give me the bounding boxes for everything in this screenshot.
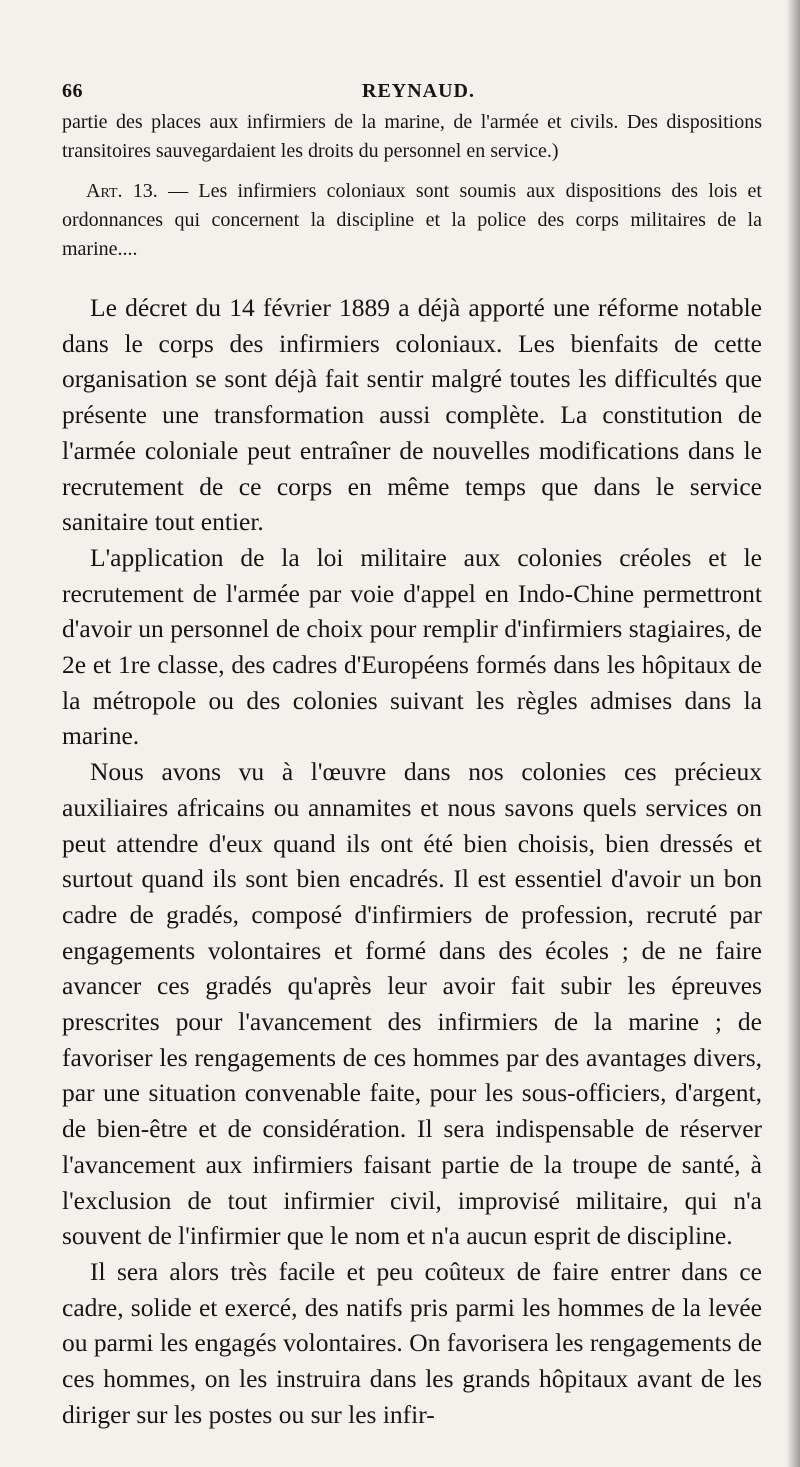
paragraph: L'application de la loi militaire aux colonies créoles et le recrutement de l'armée par voie d'appel en Indo-Chine permettront d'avoir un personnel de choix pour remplir d'infirmiers stagiaires, de 2e et 1re classe, des cadres d'Européens formés dans les hôpitaux de la métropole ou des colonies suivant les règles admises dans la marine.	[62, 542, 762, 751]
paragraph: Le décret du 14 février 1889 a déjà apporté une réforme notable dans le corps des infirmiers coloniaux. Les bienfaits de cette organisation se sont déjà fait sentir malgré toutes les difficultés que présente une transformation aussi complète. La constitution de l'armée coloniale peut entraîner de nouvelles modifications dans le recrutement de ce corps en même temps que dans le service sanitaire tout entier.	[62, 293, 762, 537]
main-text	[62, 290, 762, 1433]
paragraph: Il sera alors très facile et peu coûteux de faire entrer dans ce cadre, solide et exercé, des natifs pris parmi les hommes de la levée ou parmi les engagés volontaires. On favorisera les rengagements de ces hommes, on les instruira dans les grands hôpitaux avant de les diriger sur les postes ou sur les infir-	[62, 1256, 762, 1429]
article-text: — Les infirmiers coloniaux sont soumis aux dispositions des lois et ordonnances qui concernent la discipline et la police des corps militaires de la marine....	[62, 180, 762, 260]
running-head	[62, 80, 762, 108]
article-label: Art. 13.	[86, 180, 158, 202]
excerpt-continuation: partie des places aux infirmiers de la marine, de l'armée et civils. Des dispositions transitoires sauvegardaient les droits du personnel en service.)	[62, 111, 762, 162]
paragraph: Nous avons vu à l'œuvre dans nos colonies ces précieux auxiliaires africains ou annamites et nous savons quels services on peut attendre d'eux quand ils ont été bien choisis, bien dressés et surtout quand ils sont bien encadrés. Il est essentiel d'avoir un bon cadre de gradés, composé d'infirmiers de profession, recruté par engagements volontaires et formé dans des écoles ; de ne faire avancer ces gradés qu'après leur avoir fait subir les épreuves prescrites pour l'avancement des infirmiers de la marine ; de favoriser les rengagements de ces hommes par des avantages divers, par une situation convenable faite, pour les sous-officiers, d'argent, de bien-être et de considération. Il sera indispensable de réserver l'avancement aux infirmiers faisant partie de la troupe de santé, à l'exclusion de tout infirmier civil, improvisé militaire, qui n'a souvent de l'infirmier que le nom et n'a aucun esprit de discipline.	[62, 757, 762, 1251]
article-13	[62, 177, 762, 264]
running-head-title: REYNAUD.	[362, 80, 475, 102]
page-number: 66	[62, 80, 83, 102]
quoted-decree-excerpt	[62, 108, 762, 264]
